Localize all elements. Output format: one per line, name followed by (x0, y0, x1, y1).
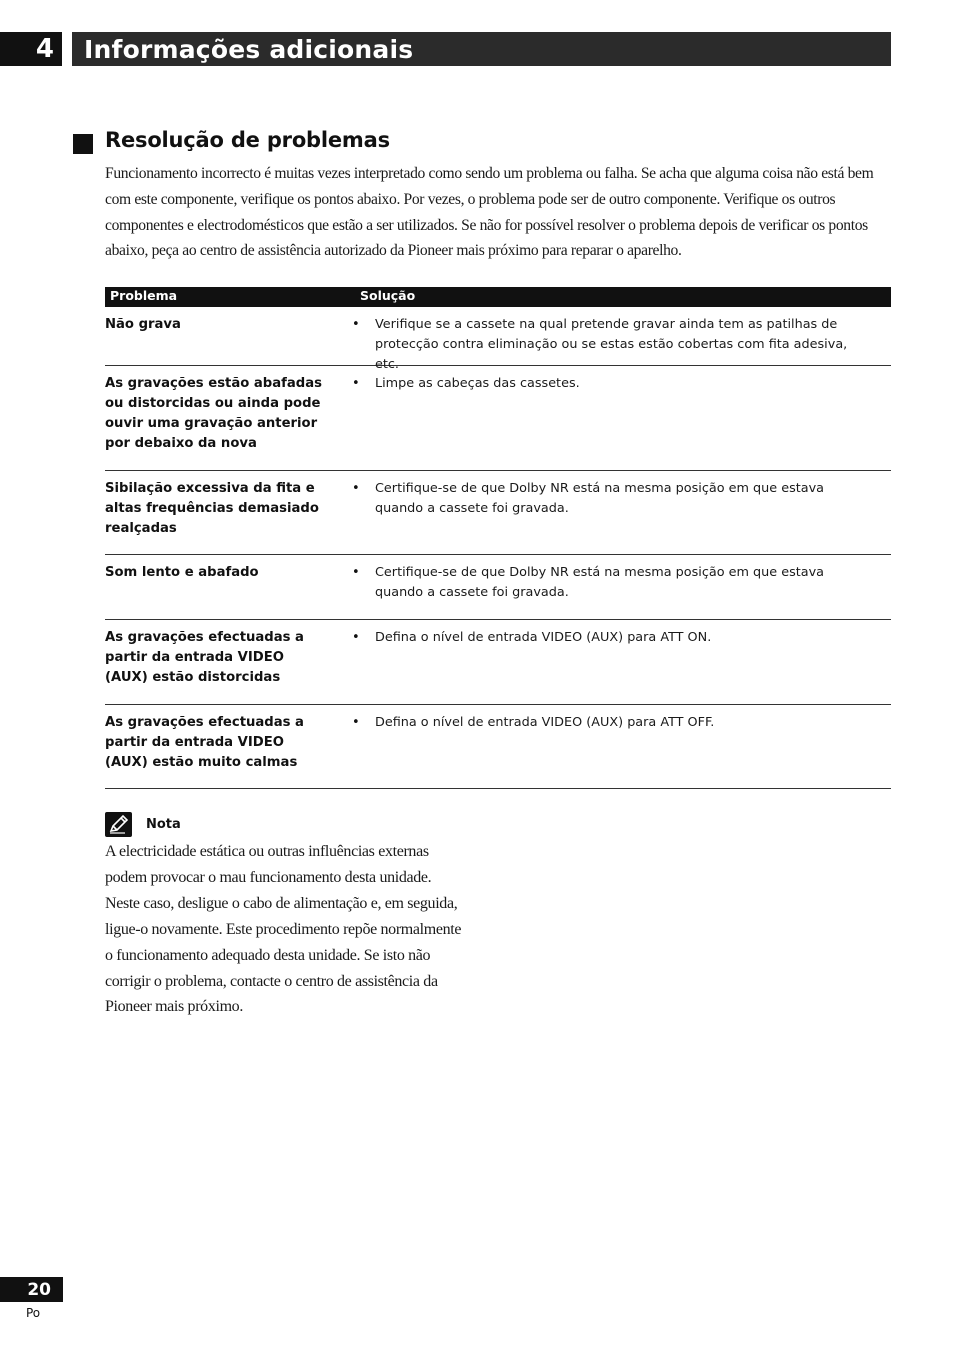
problem-cell: Som lento e abafado (105, 565, 259, 580)
solution-cell: Certifique-se de que Dolby NR está na mesma posição em que estava quando a cassete foi gravada. (375, 481, 825, 516)
page-number: 20 (0, 1277, 63, 1302)
chapter-title: Informações adicionais (72, 32, 891, 66)
column-header-solution: Solução (360, 288, 416, 303)
table-row (105, 620, 891, 705)
note-label: Nota (146, 817, 181, 832)
intro-paragraph: Funcionamento incorrecto é muitas vezes interpretado como sendo um problema ou falha. Se acha que alguma coisa não está bem com este componente, verifique os pontos abaixo. Por vezes, o problema pode ser de outro componente. Verifique os outros componentes e electrodomésticos que estão a ser utilizados. Se não for possível resolver o problema depois de verificar os pontos abaixo, peça ao centro de assistência autorizado da Pioneer mais próximo para reparar o aparelho. (105, 165, 874, 260)
note-pencil-icon (105, 812, 132, 837)
column-header-problem: Problema (110, 288, 178, 303)
table-row (105, 366, 891, 471)
table-row (105, 307, 891, 372)
problem-cell: As gravações efectuadas a partir da entrada VIDEO (AUX) estão muito calmas (105, 715, 304, 770)
table-row (105, 471, 891, 555)
solution-cell: Defina o nível de entrada VIDEO (AUX) para ATT ON. (375, 630, 712, 645)
solution-cell: Defina o nível de entrada VIDEO (AUX) para ATT OFF. (375, 715, 715, 730)
troubleshooting-table-header (105, 287, 891, 307)
solution-cell: Verifique se a cassete na qual pretende gravar ainda tem as patilhas de protecção contra eliminação ou se estas estão cobertas com fita adesiva, etc. (375, 317, 848, 372)
solution-cell: Certifique-se de que Dolby NR está na mesma posição em que estava quando a cassete foi gravada. (375, 565, 825, 600)
table-row (105, 555, 891, 620)
bullet-icon: • (352, 715, 360, 730)
problem-cell: Sibilação excessiva da fita e altas frequências demasiado realçadas (105, 481, 319, 536)
note-text: A electricidade estática ou outras influências externas podem provocar o mau funcionamento desta unidade. Neste caso, desligue o cabo de alimentação e, em seguida, ligue-o novamente. Este procedimento repõe normalmente o funcionamento adequado desta unidade. Se isto não corrigir o problema, contacte o centro de assistência da Pioneer mais próximo. (105, 843, 462, 1016)
section-marker-square (73, 134, 93, 154)
section-title: Resolução de problemas (105, 128, 390, 152)
chapter-number: 4 (0, 32, 62, 66)
language-code: Po (26, 1306, 41, 1320)
problem-cell: As gravações estão abafadas ou distorcidas ou ainda pode ouvir uma gravação anterior por debaixo da nova (105, 376, 322, 451)
solution-cell: Limpe as cabeças das cassetes. (375, 376, 580, 391)
bullet-icon: • (352, 630, 360, 645)
bullet-icon: • (352, 376, 360, 391)
problem-cell: Não grava (105, 317, 181, 332)
bullet-icon: • (352, 317, 360, 332)
bullet-icon: • (352, 481, 360, 496)
problem-cell: As gravações efectuadas a partir da entrada VIDEO (AUX) estão distorcidas (105, 630, 304, 685)
bullet-icon: • (352, 565, 360, 580)
table-row (105, 705, 891, 789)
